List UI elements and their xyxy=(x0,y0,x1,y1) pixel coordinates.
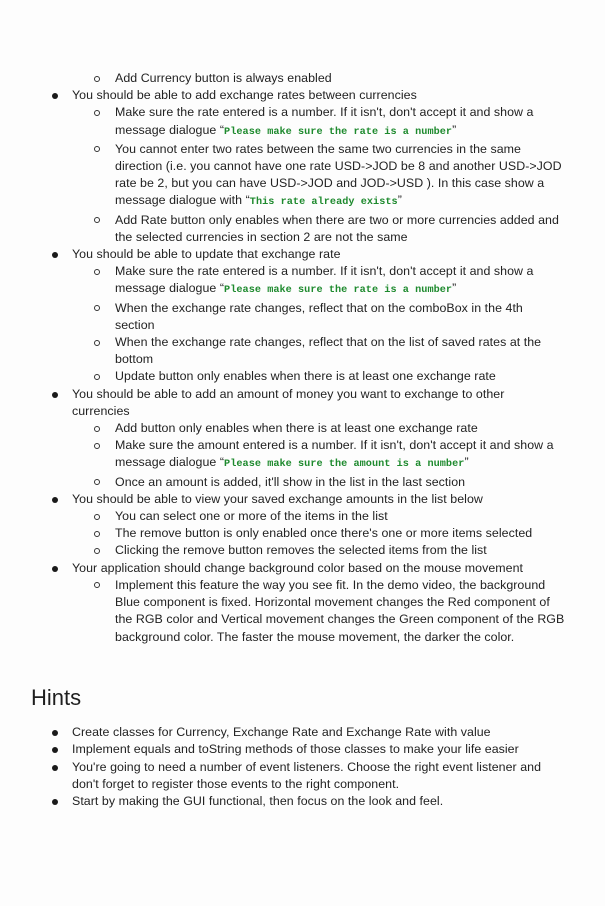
item-text: Start by making the GUI functional, then focus on the look and feel. xyxy=(72,794,444,809)
bullet-disc-icon xyxy=(52,252,58,258)
bullet-circle-icon xyxy=(94,146,100,152)
list-item xyxy=(0,386,605,403)
bullet-disc-icon xyxy=(52,799,58,805)
item-text: Make sure the amount entered is a number. If it isn't, don't accept it and show a xyxy=(115,438,554,453)
item-text: Add Rate button only enables when there are two or more currencies added and xyxy=(115,212,559,227)
item-text: message dialogue “ xyxy=(115,281,225,296)
list-item xyxy=(0,229,605,246)
item-text: When the exchange rate changes, reflect that on the comboBox in the 4th xyxy=(115,300,523,315)
item-text-end: ” xyxy=(452,281,457,296)
bullet-disc-icon xyxy=(52,730,58,736)
bullet-circle-icon xyxy=(94,217,100,223)
item-text: direction (i.e. you cannot have one rate USD->JOD be 8 and another USD->JOD xyxy=(115,159,562,174)
hints-heading: Hints xyxy=(31,684,82,710)
list-item xyxy=(0,87,605,104)
message-text: Please make sure the amount is a number xyxy=(224,459,465,471)
item-text: Create classes for Currency, Exchange Rate and Exchange Rate with value xyxy=(72,724,491,739)
hint-item xyxy=(0,776,605,793)
list-item xyxy=(0,420,605,437)
item-text: You should be able to add an amount of money you want to exchange to other xyxy=(72,386,505,401)
item-text: background color. The faster the mouse movement, the darker the color. xyxy=(115,629,515,644)
list-item xyxy=(0,317,605,334)
item-text: Your application should change background color based on the mouse movement xyxy=(72,560,524,575)
item-text: the selected currencies in section 2 are not the same xyxy=(115,229,408,244)
hint-item xyxy=(0,724,605,741)
bullet-circle-icon xyxy=(94,479,100,485)
bullet-disc-icon xyxy=(52,93,58,99)
item-text: rate be 2, but you can have USD->JOD and JOD->USD ). In this case show a xyxy=(115,176,545,191)
item-text: You should be able to view your saved exchange amounts in the list below xyxy=(72,491,483,506)
message-text: Please make sure the rate is a number xyxy=(224,126,453,138)
bullet-circle-icon xyxy=(94,340,100,346)
list-item xyxy=(0,508,605,525)
list-item xyxy=(0,491,605,508)
item-text: You should be able to update that exchange rate xyxy=(72,247,341,262)
item-text: bottom xyxy=(115,352,154,367)
bullet-circle-icon xyxy=(94,426,100,432)
item-text: Make sure the rate entered is a number. If it isn't, don't accept it and show a xyxy=(115,105,534,120)
bullet-disc-icon xyxy=(52,765,58,771)
hint-item xyxy=(0,741,605,758)
list-item xyxy=(0,560,605,577)
item-text: You can select one or more of the items in the list xyxy=(115,509,388,524)
bullet-circle-icon xyxy=(94,582,100,588)
item-text: Blue component is fixed. Horizontal movement changes the Red component of xyxy=(115,595,550,610)
hint-item xyxy=(0,759,605,776)
item-text: Clicking the remove button removes the selected items from the list xyxy=(115,543,487,558)
item-text: Once an amount is added, it'll show in the list in the last section xyxy=(115,474,466,489)
list-item xyxy=(0,263,605,280)
item-text: don't forget to register those events to the right component. xyxy=(72,776,400,791)
hint-item xyxy=(0,793,605,810)
item-text: message dialogue with “ xyxy=(115,193,250,208)
list-item xyxy=(0,474,605,491)
message-text: Please make sure the rate is a number xyxy=(224,285,453,297)
bullet-circle-icon xyxy=(94,443,100,449)
bullet-circle-icon xyxy=(94,514,100,520)
bullet-disc-icon xyxy=(52,747,58,753)
item-text: Make sure the rate entered is a number. If it isn't, don't accept it and show a xyxy=(115,264,534,279)
list-item xyxy=(0,158,605,175)
item-text: You're going to need a number of event listeners. Choose the right event listener and xyxy=(72,759,542,774)
list-item xyxy=(0,141,605,158)
list-item xyxy=(0,334,605,351)
item-text: You cannot enter two rates between the same two currencies in the same xyxy=(115,141,521,156)
item-text: Update button only enables when there is at least one exchange rate xyxy=(115,369,496,384)
list-item xyxy=(0,212,605,229)
requirements-list xyxy=(0,70,605,646)
document-body xyxy=(0,70,605,811)
bullet-circle-icon xyxy=(94,374,100,380)
bullet-circle-icon xyxy=(94,531,100,537)
bullet-circle-icon xyxy=(94,548,100,554)
item-text: Add button only enables when there is at least one exchange rate xyxy=(115,421,478,436)
item-text: currencies xyxy=(72,403,130,418)
bullet-circle-icon xyxy=(94,110,100,116)
item-text: message dialogue “ xyxy=(115,455,225,470)
item-text: Add Currency button is always enabled xyxy=(115,71,332,85)
bullet-disc-icon xyxy=(52,392,58,398)
item-text: message dialogue “ xyxy=(115,122,225,137)
list-item xyxy=(0,104,605,121)
list-item xyxy=(0,437,605,454)
bullet-disc-icon xyxy=(52,566,58,572)
list-item xyxy=(0,454,605,473)
list-item xyxy=(0,122,605,141)
list-item xyxy=(0,192,605,211)
item-text: When the exchange rate changes, reflect that on the list of saved rates at the xyxy=(115,335,542,350)
list-item xyxy=(0,577,605,594)
list-item xyxy=(0,175,605,192)
list-item xyxy=(0,525,605,542)
item-text: Implement equals and toString methods of those classes to make your life easier xyxy=(72,742,519,757)
item-text-end: ” xyxy=(452,122,457,137)
item-text: Implement this feature the way you see fit. In the demo video, the background xyxy=(115,577,546,592)
list-item xyxy=(0,542,605,559)
list-item xyxy=(0,280,605,299)
item-text-end: ” xyxy=(397,193,402,208)
list-item xyxy=(0,594,605,611)
item-text-end: ” xyxy=(464,455,469,470)
item-text: The remove button is only enabled once there's one or more items selected xyxy=(115,526,533,541)
list-item xyxy=(0,351,605,368)
item-text: section xyxy=(115,317,155,332)
item-text: You should be able to add exchange rates between currencies xyxy=(72,88,417,103)
item-text: the RGB color and Vertical movement changes the Green component of the RGB xyxy=(115,612,565,627)
message-text: This rate already exists xyxy=(249,197,398,209)
list-item xyxy=(0,246,605,263)
list-item xyxy=(0,629,605,646)
list-item xyxy=(0,300,605,317)
bullet-circle-icon xyxy=(94,305,100,311)
bullet-circle-icon xyxy=(94,269,100,275)
list-item xyxy=(0,611,605,628)
hints-list xyxy=(0,724,605,811)
list-item xyxy=(0,368,605,385)
list-item xyxy=(0,70,605,87)
bullet-disc-icon xyxy=(52,497,58,503)
list-item xyxy=(0,403,605,420)
bullet-circle-icon xyxy=(94,76,100,82)
